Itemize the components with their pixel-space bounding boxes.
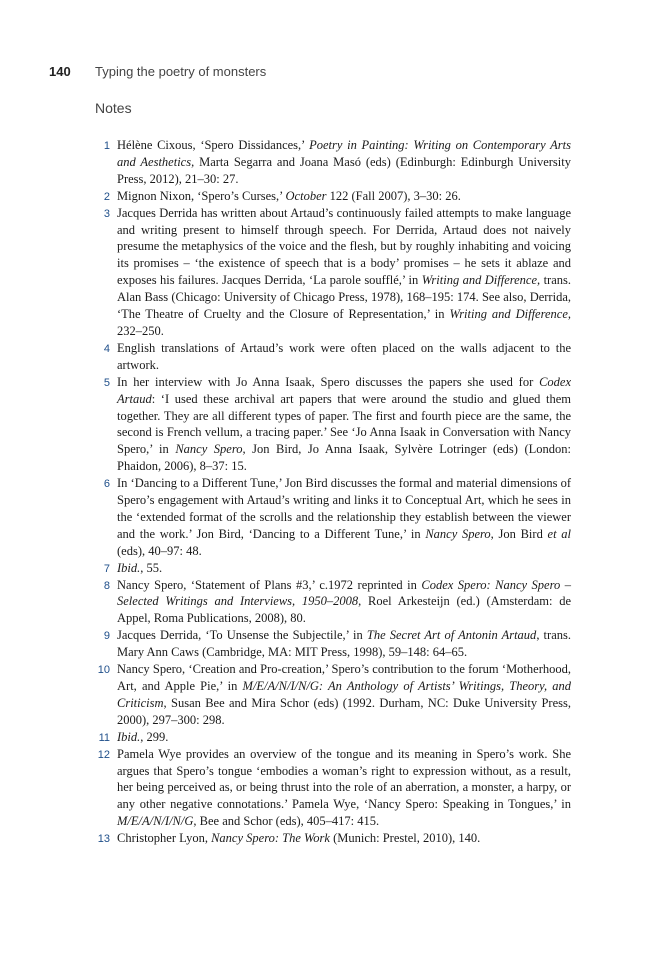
note-text: In her interview with Jo Anna Isaak, Spero discusses the papers she used for Codex Artaud: ‘I used these archival art papers that were around the studio and glued them together. They are all different types of paper. The first and fourth piece are the same, the second is French vellum, a tracing paper.’ See ‘Jo Anna Isaak in Conversation with Nancy Spero,’ in Nancy Spero, Jon Bird, Jo Anna Isaak, Sylvère Lotringer (eds) (London: Phaidon, 2006), 8–37: 15. [117, 374, 571, 474]
note-number: 12 [97, 748, 110, 761]
note-number: 10 [97, 664, 110, 677]
note-number: 3 [103, 207, 110, 220]
note-number: 6 [103, 478, 110, 491]
italic-title: M/E/A/N/I/N/G: An Anthology of Artists’ Writings, Theory, and Criticism [117, 679, 571, 710]
note-text: Jacques Derrida has written about Artaud’s continuously failed attempts to make language and writing present to himself through speech. For Derrida, Artaud does not naively presume the metaphysics of the voice and the flesh, but by roughly inhabiting and voicing its promises – ‘the existence of speech that is a body’ promises – he sets it ablaze and exposes his failures. Jacques Derrida, ‘La parole soufflé,’ in Writing and Difference, trans. Alan Bass (Chicago: University of Chicago Press, 1978), 168–195: 174. See also, Derrida, ‘The Theatre of Cruelty and the Closure of Representation,’ in Writing and Difference, 232–250. [117, 205, 572, 338]
italic-title: October [285, 188, 327, 203]
note-10 [95, 661, 571, 729]
note-9 [95, 627, 571, 661]
notes-heading: Notes [95, 100, 132, 116]
running-head [49, 64, 266, 84]
note-text: Ibid., 299. [117, 729, 169, 744]
note-11 [95, 729, 571, 746]
note-3 [95, 205, 571, 340]
page-number: 140 [49, 64, 71, 79]
note-text: English translations of Artaud’s work were often placed on the walls adjacent to the artwork. [117, 340, 571, 372]
note-text: Jacques Derrida, ‘To Unsense the Subjectile,’ in The Secret Art of Antonin Artaud, trans. Mary Ann Caws (Cambridge, MA: MIT Press, 1998), 59–148: 64–65. [117, 628, 571, 660]
italic-title: The Secret Art of Antonin Artaud [366, 628, 537, 643]
italic-title: Ibid. [117, 729, 141, 744]
italic-title: Nancy Spero, [425, 526, 494, 541]
note-text: Nancy Spero, ‘Creation and Pro-creation,’ Spero’s contribution to the forum ‘Motherhood, Art, and Apple Pie,’ in M/E/A/N/I/N/G: An Anthology of Artists’ Writings, Theory, and Criticism, Susan Bee and Mira Schor (eds) (1992. Durham, NC: Duke University Press, 2000), 297–300: 298. [117, 662, 571, 727]
note-number: 8 [103, 579, 110, 592]
italic-title: Ibid. [117, 560, 141, 575]
note-7 [95, 560, 571, 577]
note-text: Nancy Spero, ‘Statement of Plans #3,’ c.1972 reprinted in Codex Spero: Nancy Spero – Selected Writings and Interviews, 1950–2008, Roel Arkesteijn (ed.) (Amsterdam: de Appel, Roma Publications, 2008), 80. [117, 577, 571, 626]
italic-title: Writing and Difference, [449, 307, 572, 322]
note-12 [95, 746, 571, 831]
italic-title: Nancy Spero, [175, 442, 246, 457]
note-2 [95, 188, 571, 205]
italic-title: Codex Spero: Nancy Spero – Selected Writings and Interviews, 1950–2008 [117, 577, 571, 609]
running-title: Typing the poetry of monsters [95, 64, 267, 79]
italic-title: M/E/A/N/I/N/G [117, 814, 194, 829]
note-text: In ‘Dancing to a Different Tune,’ Jon Bird discusses the formal and material dimensions of Spero’s engagement with Artaud’s writing and links it to Conceptual Art, which he sees in the ‘extended format of the scrolls and the relationship they establish between the viewer and the work.’ Jon Bird, ‘Dancing to a Different Tune,’ in Nancy Spero, Jon Bird et al (eds), 40–97: 48. [117, 476, 571, 558]
note-number: 7 [103, 562, 110, 575]
note-6 [95, 475, 571, 560]
note-number: 13 [97, 833, 110, 846]
note-text: Pamela Wye provides an overview of the tongue and its meaning in Spero’s work. She argues that Spero’s tongue ‘embodies a woman’s right to expression without, as a result, her being perceived as, or being thrust into the role of an aberration, a monster, a harpy, or any other negative connotations.’ Pamela Wye, ‘Nancy Spero: Speaking in Tongues,’ in M/E/A/N/I/N/G, Bee and Schor (eds), 405–417: 415. [117, 746, 571, 829]
note-4 [95, 340, 571, 374]
note-number: 2 [103, 190, 110, 203]
italic-title: Writing and Difference, [421, 273, 541, 288]
note-number: 11 [98, 731, 110, 744]
note-5 [95, 374, 571, 475]
note-text: Mignon Nixon, ‘Spero’s Curses,’ October 122 (Fall 2007), 3–30: 26. [117, 188, 461, 203]
note-number: 4 [103, 342, 110, 355]
note-number: 5 [103, 376, 110, 389]
note-number: 9 [103, 630, 110, 643]
notes-list [95, 137, 571, 847]
note-text: Christopher Lyon, Nancy Spero: The Work (Munich: Prestel, 2010), 140. [117, 831, 481, 846]
note-8 [95, 577, 571, 628]
note-1 [95, 137, 571, 188]
italic-title: et al [547, 526, 571, 541]
italic-title: Codex Artaud [117, 374, 571, 406]
italic-title: Nancy Spero: The Work [211, 831, 330, 846]
italic-title: Poetry in Painting: Writing on Contemporary Arts and Aesthetics, [117, 138, 571, 169]
note-text: Hélène Cixous, ‘Spero Dissidances,’ Poetry in Painting: Writing on Contemporary Arts and Aesthetics, Marta Segarra and Joana Masó (eds) (Edinburgh: Edinburgh University Press, 2012), 21–30: 27. [117, 138, 571, 186]
note-number: 1 [103, 140, 110, 152]
note-13 [95, 830, 571, 847]
note-text: Ibid., 55. [117, 560, 163, 575]
